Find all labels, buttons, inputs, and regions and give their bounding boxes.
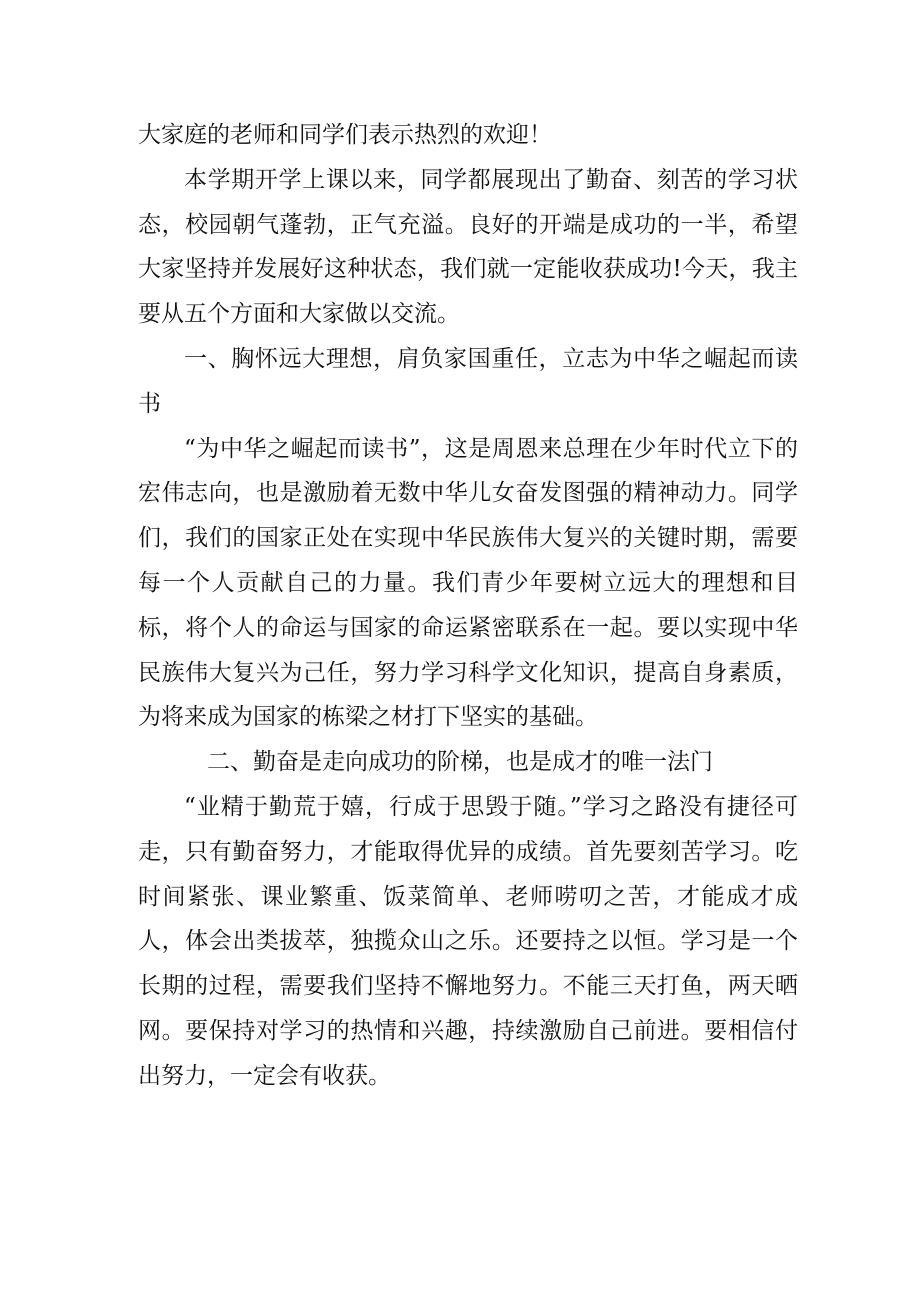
section-heading-2: 二、勤奋是走向成功的阶梯，也是成才的唯一法门 xyxy=(207,749,713,776)
paragraph-intro: 本学期开学上课以来，同学都展现出了勤奋、刻苦的学习状态，校园朝气蓬勃，正气充溢。良好的开端是成功的一半，希望大家坚持并发展好这种状态，我们就一定能收获成功!今天，我主要从五个方面和大家做以交流。 xyxy=(138,166,798,328)
paragraph-welcome-continuation: 大家庭的老师和同学们表示热烈的欢迎！ xyxy=(138,122,552,148)
paragraph-section-1: “为中华之崛起而读书”，这是周恩来总理在少年时代立下的宏伟志向，也是激励着无数中华儿女奋发图强的精神动力。同学们，我们的国家正处在实现中华民族伟大复兴的关键时期，需要每一个人贡献自己的力量。我们青少年要树立远大的理想和目标，将个人的命运与国家的命运紧密联系在一起。要以实现中华民族伟大复兴为己任，努力学习科学文化知识，提高自身素质，为将来成为国家的栋梁之材打下坚实的基础。 xyxy=(138,435,798,731)
document-body xyxy=(138,113,798,1099)
paragraph-section-2: “业精于勤荒于嬉，行成于思毁于随。”学习之路没有捷径可走，只有勤奋努力，才能取得优异的成绩。首先要刻苦学习。吃时间紧张、课业繁重、饭菜简单、老师唠叨之苦，才能成才成人，体会出类拔萃，独揽众山之乐。还要持之以恒。学习是一个长期的过程，需要我们坚持不懈地努力。不能三天打鱼，两天晒网。要保持对学习的热情和兴趣，持续激励自己前进。要相信付出努力，一定会有收获。 xyxy=(138,793,798,1089)
section-heading-1: 一、胸怀远大理想，肩负家国重任，立志为中华之崛起而读书 xyxy=(138,345,798,417)
